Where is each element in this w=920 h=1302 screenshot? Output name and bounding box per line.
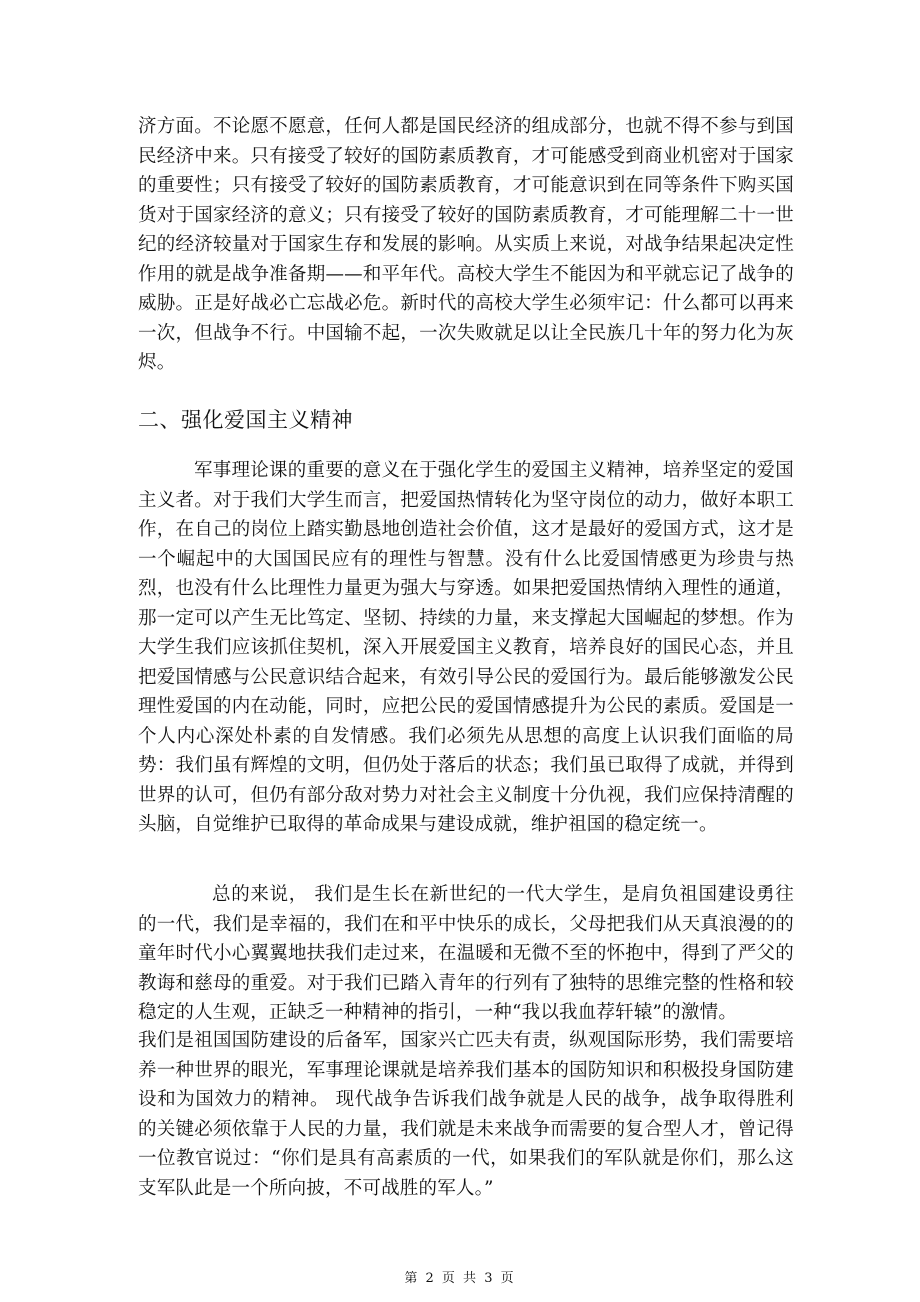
page-number-footer: 第 2 页 共 3 页 (404, 1271, 516, 1286)
paragraph-economy: 济方面。不论愿不愿意，任何人都是国民经济的组成部分，也就不得不参与到国民经济中来。只有接受了较好的国防素质教育，才可能感受到商业机密对于国家的重要性；只有接受了较好的国防素质教育，才可能意识到在同等条件下购买国货对于国家经济的意义；只有接受了较好的国防素质教育，才可能理解二十一世纪的经济较量对于国家生存和发展的影响。从实质上来说，对战争结果起决定性作用的就是战争准备期——和平年代。高校大学生不能因为和平就忘记了战争的威胁。正是好战必亡忘战必危。新时代的高校大学生必须牢记：什么都可以再来一次，但战争不行。中国输不起，一次失败就足以让全民族几十年的努力化为灰烬。 (138, 116, 794, 373)
paragraph-patriotism: 军事理论课的重要的意义在于强化学生的爱国主义精神，培养坚定的爱国主义者。对于我们大学生而言，把爱国热情转化为坚守岗位的动力，做好本职工作，在自己的岗位上踏实勤恳地创造社会价值，这才是最好的爱国方式，这才是一个崛起中的大国国民应有的理性与智慧。没有什么比爱国情感更为珍贵与热烈，也没有什么比理性力量更为强大与穿透。如果把爱国热情纳入理性的通道，那一定可以产生无比笃定、坚韧、持续的力量，来支撑起大国崛起的梦想。作为大学生我们应该抓住契机，深入开展爱国主义教育，培养良好的国民心态，并且把爱国情感与公民意识结合起来，有效引导公民的爱国行为。最后能够激发公民理性爱国的内在动能，同时，应把公民的爱国情感提升为公民的素质。爱国是一个人内心深处朴素的自发情感。我们必须先从思想的高度上认识我们面临的局势：我们虽有辉煌的文明，但仍处于落后的状态；我们虽已取得了成就，并得到世界的认可，但仍有部分敌对势力对社会主义制度十分仇视，我们应保持清醒的头脑，自觉维护已取得的革命成果与建设成就，维护祖国的稳定统一。 (138, 460, 794, 835)
section-heading: 二、强化爱国主义精神 (138, 408, 353, 432)
paragraph-reserve: 我们是祖国国防建设的后备军，国家兴亡匹夫有责，纵观国际形势，我们需要培养一种世界的眼光，军事理论课就是培养我们基本的国防知识和积极投身国防建设和为国效力的精神。 现代战争告诉我们战争就是人民的战争，战争取得胜利的关键必须依靠于人民的力量，我们就是未来战争而需要的复合型人才，曾记得一位教官说过：“你们是具有高素质的一代，如果我们的军队就是你们，那么这支军队此是一个所向披，不可战胜的军人。” (138, 1030, 794, 1199)
paragraph-summary: 总的来说， 我们是生长在新世纪的一代大学生，是肩负祖国建设勇往的一代，我们是幸福的，我们在和平中快乐的成长，父母把我们从天真浪漫的的童年时代小心翼翼地扶我们走过来，在温暖和无微不至的怀抱中，得到了严父的教诲和慈母的重爱。对于我们已踏入青年的行列有了独特的思维完整的性格和较稳定的人生观，正缺乏一种精神的指引，一种“我以我血荐轩辕”的激情。 (138, 884, 794, 1023)
